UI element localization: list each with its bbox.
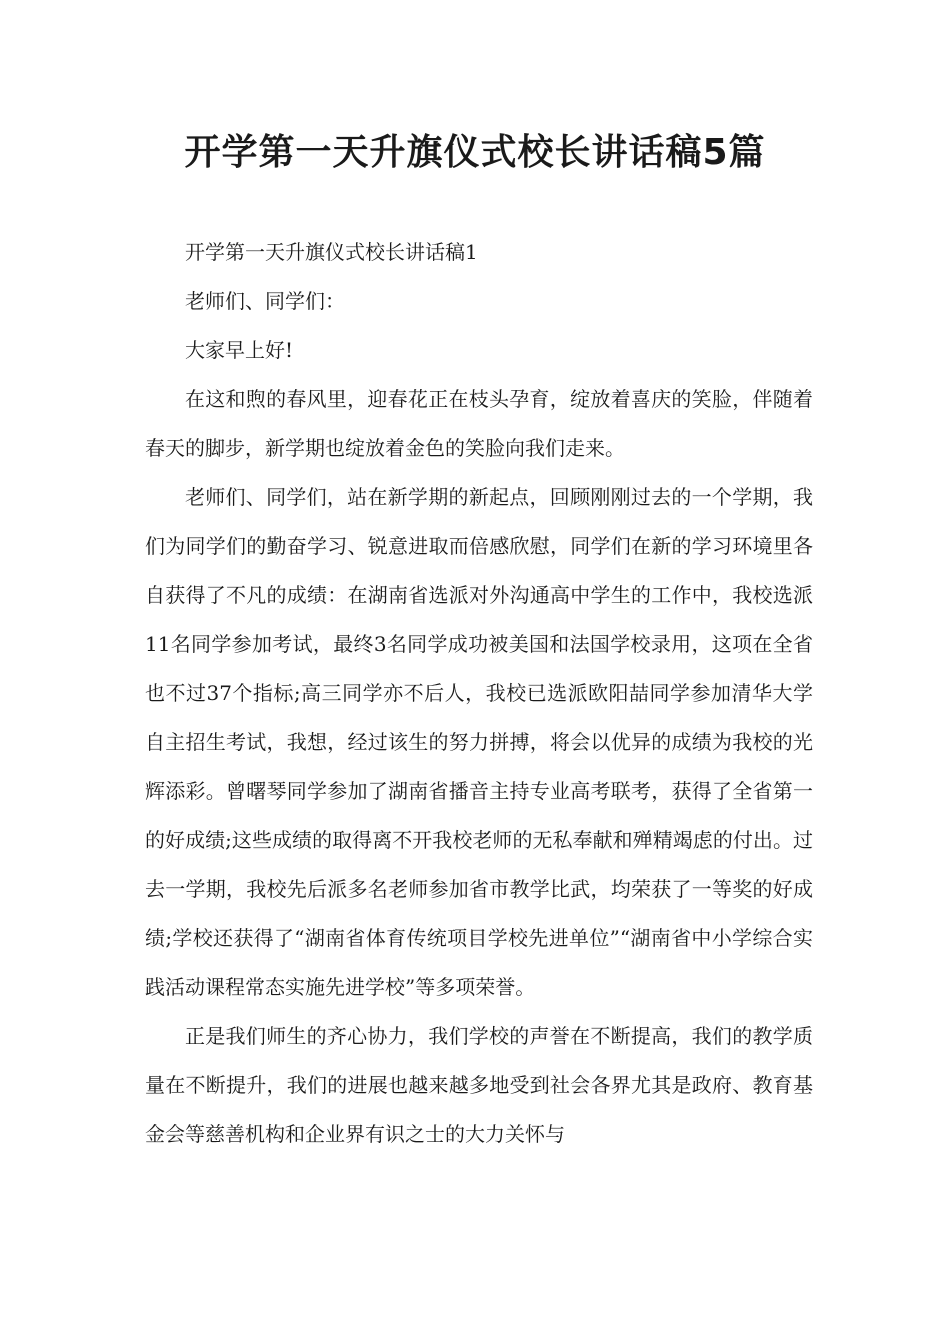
document-title: 开学第一天升旗仪式校长讲话稿5篇 — [184, 132, 766, 173]
body-paragraph: 在这和煦的春风里，迎春花正在枝头孕育，绽放着喜庆的笑脸，伴随着春天的脚步，新学期也绽放着金色的笑脸向我们走来。 — [145, 387, 813, 460]
document-body — [145, 228, 813, 1159]
speech-subtitle: 开学第一天升旗仪式校长讲话稿1 — [185, 240, 478, 264]
body-paragraph: 正是我们师生的齐心协力，我们学校的声誉在不断提高，我们的教学质量在不断提升，我们的进展也越来越多地受到社会各界尤其是政府、教育基金会等慈善机构和企业界有识之士的大力关怀与 — [145, 1024, 813, 1146]
greeting: 大家早上好! — [185, 338, 294, 362]
salutation: 老师们、同学们： — [185, 289, 345, 313]
body-paragraph: 老师们、同学们，站在新学期的新起点，回顾刚刚过去的一个学期，我们为同学们的勤奋学习、锐意进取而倍感欣慰，同学们在新的学习环境里各自获得了不凡的成绩：在湖南省选派对外沟通高中学生的工作中，我校选派11名同学参加考试，最终3名同学成功被美国和法国学校录用，这项在全省也不过37个指标;高三同学亦不后人，我校已选派欧阳喆同学参加清华大学自主招生考试，我想，经过该生的努力拼搏，将会以优异的成绩为我校的光辉添彩。曾曙琴同学参加了湖南省播音主持专业高考联考，获得了全省第一的好成绩;这些成绩的取得离不开我校老师的无私奉献和殚精竭虑的付出。过去一学期，我校先后派多名老师参加省市教学比武，均荣获了一等奖的好成绩;学校还获得了“湖南省体育传统项目学校先进单位”“湖南省中小学综合实践活动课程常态实施先进学校”等多项荣誉。 — [145, 485, 813, 999]
